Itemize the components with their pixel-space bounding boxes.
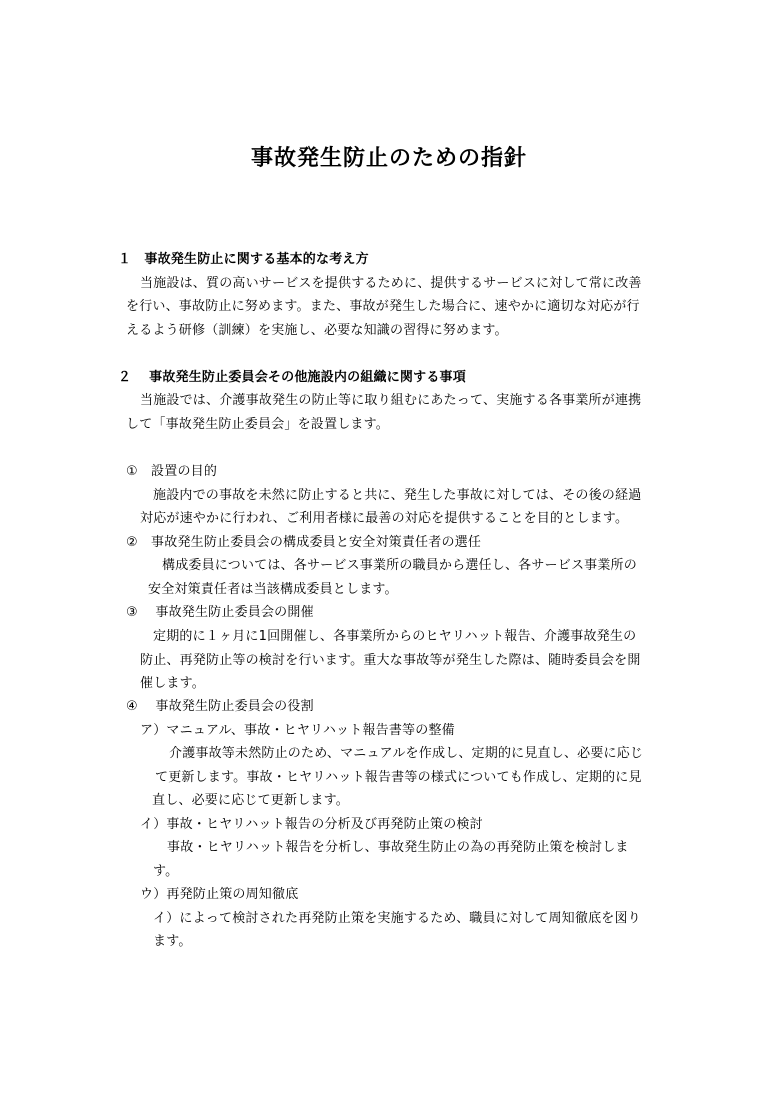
subitem-i-heading: イ）事故・ヒヤリハット報告の分析及び再発防止策の検討	[140, 817, 483, 832]
subitem-i-line: 事故・ヒヤリハット報告を分析し、事故発生防止の為の再発防止策を検討しま	[167, 840, 629, 855]
item-1-line: 対応が速やかに行われ、ご利用者様に最善の対応を提供することを目的とします。	[140, 511, 629, 526]
item-1-heading: ① 設置の目的	[126, 464, 218, 479]
subitem-a-line: 介護事故等未然防止のため、マニュアルを作成し、定期的に見直し、必要に応じ	[169, 746, 644, 761]
section-1-line: 当施設は、質の高いサービスを提供するために、提供するサービスに対して常に改善	[140, 276, 642, 291]
section-2-line: 当施設では、介護事故発生の防止等に取り組むにあたって、実施する各事業所が連携	[140, 393, 642, 408]
section-1-line: えるよう研修（訓練）を実施し、必要な知識の習得に努めます。	[126, 323, 508, 338]
section-1-heading: １ 事故発生防止に関する基本的な考え方	[118, 252, 369, 267]
item-3-line: 催します。	[140, 676, 205, 691]
subitem-u-heading: ウ）再発防止策の周知徹底	[140, 887, 299, 902]
section-2-line: して「事故発生防止委員会」を設置します。	[126, 417, 389, 432]
item-3-heading: ③ 事故発生防止委員会の開催	[126, 605, 314, 620]
subitem-i-line: す。	[153, 864, 179, 879]
subitem-u-line: イ）によって検討された再発防止策を実施するため、職員に対して周知徹底を図り	[153, 911, 641, 926]
subitem-a-line: て更新します。事故・ヒヤリハット報告書等の様式についても作成し、定期的に見	[155, 770, 642, 785]
section-2-heading: ２ 事故発生防止委員会その他施設内の組織に関する事項	[118, 370, 466, 385]
item-3-line: 定期的に１ヶ月に1回開催し、各事業所からのヒヤリハット報告、介護事故発生の	[153, 629, 637, 644]
item-4-heading: ④ 事故発生防止委員会の役割	[126, 699, 314, 714]
section-1-line: を行い、事故防止に努めます。また、事故が発生した場合に、速やかに適切な対応が行	[126, 299, 640, 314]
item-2-line: 安全対策責任者は当該構成委員とします。	[148, 582, 398, 597]
item-1-line: 施設内での事故を未然に防止すると共に、発生した事故に対しては、その後の経過	[153, 488, 642, 503]
subitem-a-heading: ア）マニュアル、事故・ヒヤリハット報告書等の整備	[140, 723, 455, 738]
item-3-line: 防止、再発防止等の検討を行います。重大な事故等が発生した際は、随時委員会を開	[140, 653, 641, 668]
item-2-line: 構成委員については、各サービス事業所の職員から選任し、各サービス事業所の	[162, 558, 637, 573]
subitem-a-line: 直し、必要に応じて更新します。	[152, 793, 349, 808]
item-2-heading: ② 事故発生防止委員会の構成委員と安全対策責任者の選任	[126, 535, 482, 550]
document-title: 事故発生防止のための指針	[250, 146, 527, 171]
subitem-u-line: ます。	[153, 934, 192, 949]
